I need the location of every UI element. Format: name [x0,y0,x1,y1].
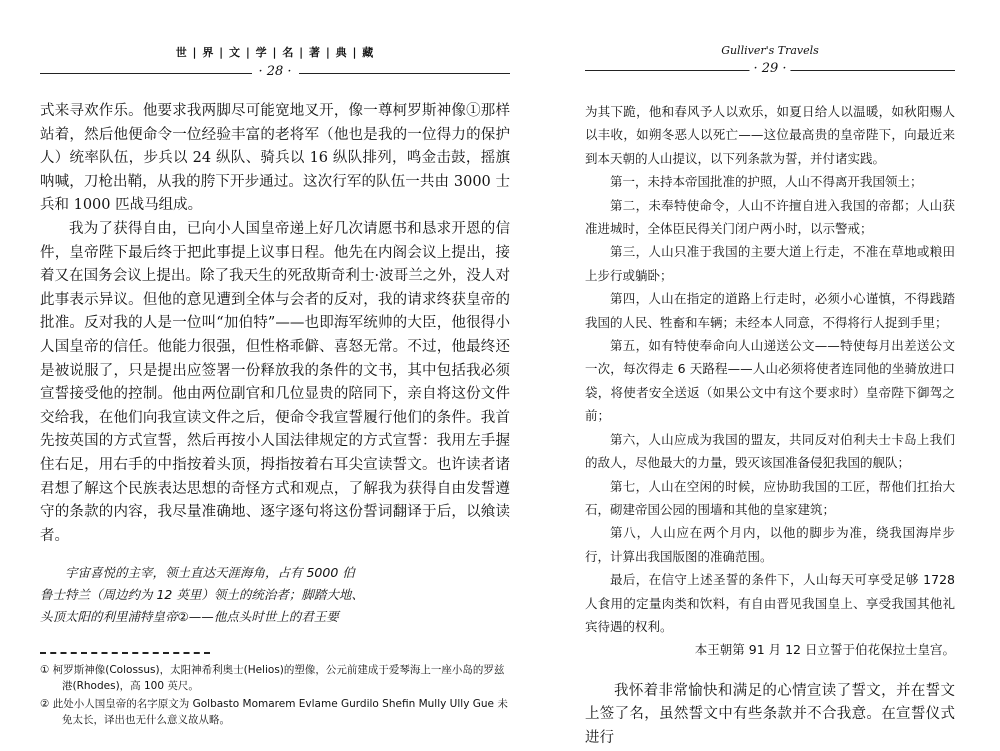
decree-article: 第五，如有特使奉命向人山递送公文——特使每月出差送公文一次，每次得走 6 天路程——人山必须将使者连同他的坐骑放进口袋，将使者安全送返（如果公文中有这个要求时）皇帝陛下御驾之前； [585,338,955,424]
footnote: ② 此处小人国皇帝的名字原文为 Golbasto Momarem Evlame Gurdilo Shefin Mully Ully Gue 未免太长，译出也无什么意义故从略。 [40,698,508,727]
header-rule [40,73,252,74]
oath-decree [585,100,955,662]
left-page [40,0,510,740]
left-page-body [40,100,510,730]
paragraph: 我怀着非常愉快和满足的心情宣读了誓文，并在誓文上签了名，虽然誓文中有些条款并不合我意。在宣誓仪式进行 [585,682,955,746]
page-number: · 28 · [254,64,295,79]
right-page-header [585,44,955,81]
series-title: 世 | 界 | 文 | 学 | 名 | 著 | 典 | 藏 [175,46,375,59]
page-number: · 29 · [749,61,790,76]
decree-paragraph: 为其下跪，他和春风予人以欢乐，如夏日给人以温暖，如秋阳赐人以丰收，如朔冬恶人以死亡——这位最高贵的皇帝陛下，向最近来到本天朝的人山提议，以下列条款为誓，并付诸实践。 [585,104,955,166]
decree-article: 第一，未持本帝国批准的护照，人山不得离开我国领土； [610,174,923,190]
decree-article: 第二，未奉特使命令，人山不许擅自进入我国的帝都；人山获准进城时，全体臣民得关门闭户两小时，以示警戒； [585,197,955,237]
verse-line: 宇宙喜悦的主宰，领土直达天涯海角，占有 5000 伯 [65,565,355,581]
header-rule [299,73,511,74]
verse-line: 头顶太阳的利里浦特皇帝②——他点头时世上的君王要 [40,609,339,625]
header-rule [789,70,956,71]
header-rule [585,70,752,71]
right-page-body [585,100,955,751]
paragraph: 我为了获得自由，已向小人国皇帝递上好几次请愿书和恳求开恩的信件，皇帝陛下最后终于把此事提上议事日程。他先在内阁会议上提出，接着又在国务会议上提出。除了我天生的死敌斯奇利士·波哥兰之外，没人对此事表示异议。但他的意见遭到全体与会者的反对，我的请求终获皇帝的批准。反对我的人是一位叫“加伯特”——也即海军统帅的大臣，他很得小人国皇帝的信任。他能力很强，但性格乖僻、喜怒无常。不过，他最终还是被说服了，只是提出应签署一份释放我的条件的文书，其中包括我必须宣誓接受他的控制。他由两位副官和几位显贵的陪同下，亲自将这份文件交给我，在他们向我宣读文件之后，便命令我宣誓履行他们的条件。我首先按英国的方式宣誓，然后再按小人国法律规定的方式宣誓：我用左手握住右足，用右手的中指按着头顶，拇指按着右耳尖宣读誓文。也许读者诸君想了解这个民族表达思想的奇怪方式和观点，了解我为获得自由发誓遵守的条款的内容，我尽量准确地、逐字逐句将这份誓词翻译于后，以飨读者。 [40,220,510,544]
page-number-row [585,61,955,81]
decree-article: 第七，人山在空闲的时候，应协助我国的工匠，帮他们扛抬大石，砌建帝国公园的围墙和其他的皇家建筑； [585,478,955,517]
oath-verse [40,562,510,628]
verse-line: 鲁士特兰（周边约为 12 英里）领土的统治者；脚踏大地、 [40,587,364,603]
page-number-row [40,64,510,84]
decree-article: 最后，在信守上述圣誓的条件下，人山每天可享受足够 1728 人食用的定量肉类和饮料，有自由晋见我国皇上、享受我国其他礼宾待遇的权利。 [585,572,955,634]
decree-article: 第八，人山应在两个月内，以他的脚步为准，绕我国海岸步行，计算出我国版图的准确范围。 [585,525,955,564]
series-title: Gulliver's Travels [721,44,819,57]
left-page-header [40,44,510,84]
decree-article: 第三，人山只准于我国的主要大道上行走，不准在草地或粮田上步行或躺卧； [585,244,955,283]
footnote-divider [40,652,210,654]
decree-article: 第四，人山在指定的道路上行走时，必须小心谨慎，不得践踏我国的人民、牲畜和车辆；未经本人同意，不得将行人捉到手里； [585,291,955,330]
right-page [585,0,955,746]
decree-article: 第六，人山应成为我国的盟友，共同反对伯利夫士卡岛上我们的敌人，尽他最大的力量，毁灭该国准备侵犯我国的舰队； [585,431,955,471]
decree-signature: 本王朝第 91 月 12 日立誓于伯花保拉士皇宫。 [694,642,955,658]
footnote: ① 柯罗斯神像(Colossus)，太阳神希利奥士(Helios)的塑像，公元前建成于爱琴海上一座小岛的罗兹港(Rhodes)，高 100 英尺。 [40,664,505,693]
paragraph: 式来寻欢作乐。他要求我两脚尽可能宽地叉开，像一尊柯罗斯神像①那样站着，然后他便命令一位经验丰富的老将军（他也是我的一位得力的保护人）统率队伍，步兵以 24 纵队、骑兵以 16 纵队排列，鸣金击鼓，摇旗呐喊，刀枪出鞘，从我的胯下开步通过。这次行军的队伍一共由 3000 士兵和 1000 匹战马组成。 [40,103,510,214]
